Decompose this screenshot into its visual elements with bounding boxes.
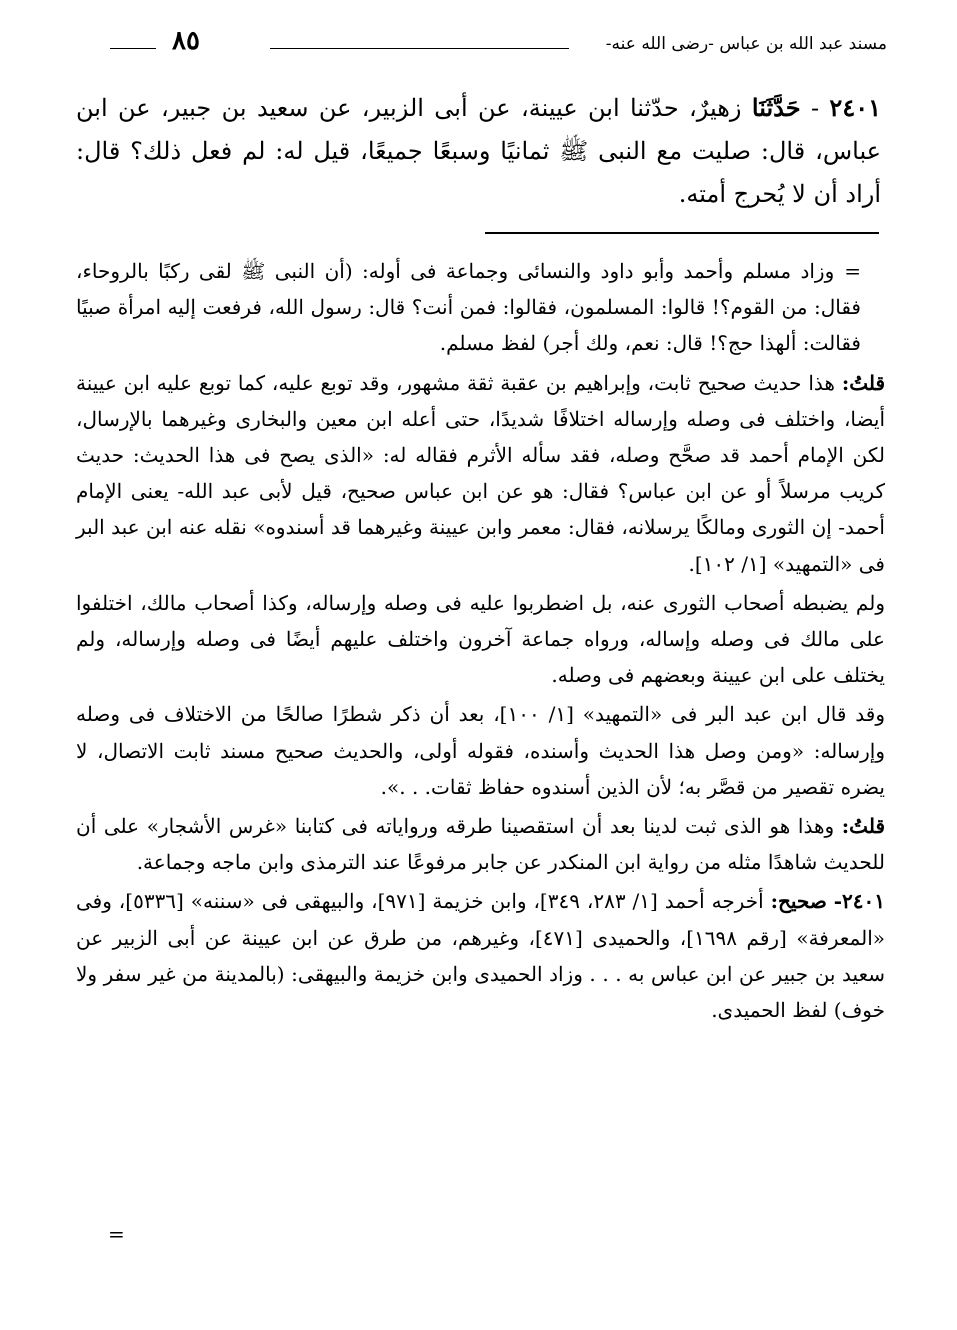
page-number: ٨٥ xyxy=(172,26,200,56)
paragraph-text: ولم يضبطه أصحاب الثورى عنه، بل اضطربوا عليه فى وصله وإرساله، وكذا أصحاب مالك، اختلفوا على مالك فى وصله وإساله، ورواه جماعة آخرون واختلف عليهم أيضًا فى وصله وإرساله، ولم يختلف على ابن عيينة وبعضهم فى وصله. xyxy=(76,590,885,688)
hadith-body: زهيرٌ، حدّثنا ابن عيينة، عن أبى الزبير، عن سعيد بن جبير، عن ابن عباس، قال: صليت مع النبى ﷺ ثمانيًا وسبعًا جميعًا، قيل له: لم فعل ذلك؟ قال: أراد أن لا يُحرج أمته. xyxy=(76,94,881,208)
footnote-separator xyxy=(485,232,879,234)
continuation-text: وزاد مسلم وأحمد وأبو داود والنسائى وجماعة فى أوله: (أن النبى ﷺ لقى ركبًا بالروحاء، فقال: من القوم؟! قالوا: المسلمون، فقالوا: فمن أنت؟ قال: رسول الله، فرفعت إليه امرأة صبيًا فقالت: ألهذا حج؟! قال: نعم، ولك أجر) لفظ مسلم. xyxy=(76,259,861,356)
hadith-text xyxy=(76,86,881,216)
header-rule xyxy=(270,48,569,49)
footnote-paragraph xyxy=(76,365,885,582)
footnote-paragraph xyxy=(76,696,885,805)
footnote-continuation xyxy=(76,253,885,362)
continuation-marker: = xyxy=(844,259,861,283)
takhrij-label: صحيح: xyxy=(770,889,827,914)
takhrij-paragraph xyxy=(76,883,885,1028)
hadith-number: ٢٤٠١ xyxy=(829,93,881,122)
paragraph-text: وقد قال ابن عبد البر فى «التمهيد» [١/ ١٠٠]، بعد أن ذكر شطرًا صالحًا من الاختلاف فى وصله وإرساله: «ومن وصل هذا الحديث وأسنده، فقوله أولى، والحديث صحيح مسند ثابت الاتصال، لا يضره تقصير من قصَّر به؛ لأن الذين أسندوه حفاظ ثقات. . .». xyxy=(76,702,885,799)
qultu-label: قلتُ: xyxy=(841,370,886,395)
hadith-dash: - xyxy=(810,94,820,122)
takhrij-number: ٢٤٠١- xyxy=(833,889,886,914)
hadith-lead: حَدَّثَنَا xyxy=(751,93,801,122)
running-header xyxy=(70,26,887,66)
footnotes xyxy=(76,253,885,1031)
qultu-label: قلتُ: xyxy=(841,814,885,839)
header-title: مسند عبد الله بن عباس -رضى الله عنه- xyxy=(605,34,887,54)
footnote-paragraph xyxy=(76,808,885,880)
header-dash xyxy=(110,48,156,49)
takhrij-text: أخرجه أحمد [١/ ٢٨٣، ٣٤٩]، وابن خزيمة [٩٧١]، والبيهقى فى «سننه» [٥٣٣٦]، وفى «المعرفة» [رقم ١٦٩٨]، والحميدى [٤٧١]، وغيرهم، من طرق عن ابن عيينة عن أبى الزبير عن سعيد بن جبير عن ابن عباس به . . . وزاد الحميدى وابن خزيمة والبيهقى: (بالمدينة من غير سفر ولا خوف) لفظ الحميدى. xyxy=(76,889,885,1023)
footnote-paragraph xyxy=(76,585,885,694)
continuation-end-marker: = xyxy=(108,1222,125,1246)
paragraph-text: وهذا هو الذى ثبت لدينا بعد أن استقصينا طرقه ورواياته فى كتابنا «غرس الأشجار» على أن للحديث شاهدًا مثله من رواية ابن المنكدر عن جابر مرفوعًا عند الترمذى وابن ماجه وجماعة. xyxy=(76,814,885,875)
paragraph-text: هذا حديث صحيح ثابت، وإبراهيم بن عقبة ثقة مشهور، وقد توبع عليه، كما توبع عليه ابن عيينة أيضا، واختلف فى وصله وإرساله اختلافًا شديدًا، حتى أعله ابن معين والبخارى وغيرهما بالإرسال، لكن الإمام أحمد قد صحَّح وصله، فقد سأله الأثرم فقاله له: «الذى يصح فى هذا الحديث: حديث كريب مرسلاً أو عن ابن عباس؟ فقال: هو عن ابن عباس صحيح، قيل لأبى عبد الله- يعنى الإمام أحمد- إن الثورى ومالكًا يرسلانه، فقال: معمر وابن عيينة وغيرهما قد أسندوه» نقله عنه ابن عبد البر فى «التمهيد» [١/ ١٠٢]. xyxy=(76,370,885,576)
